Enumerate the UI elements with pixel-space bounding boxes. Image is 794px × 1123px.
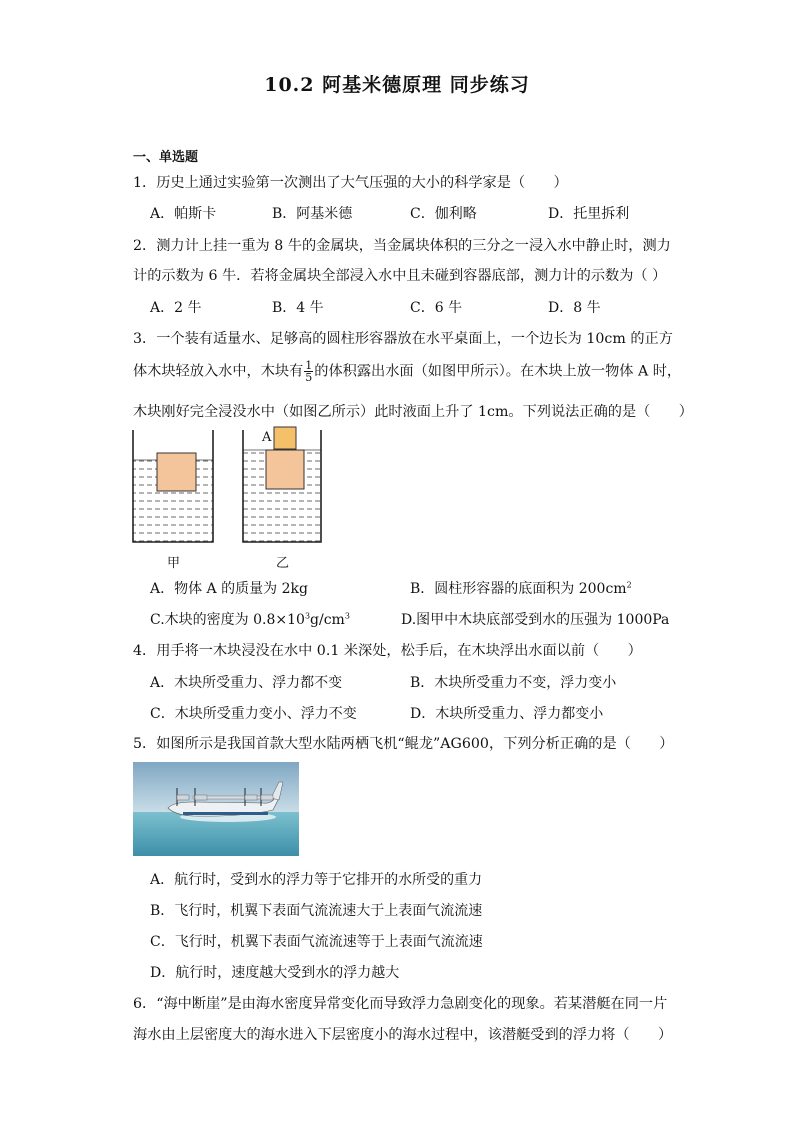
q1-stem: 1．历史上通过实验第一次测出了大气压强的大小的科学家是（ ） xyxy=(133,175,568,191)
q3-option-b xyxy=(410,578,632,598)
q3-stem-line2 xyxy=(133,360,681,383)
figure-caption-yi: 乙 xyxy=(276,556,290,571)
wood-block-yi xyxy=(266,450,304,489)
q5-option-b: B．飞行时，机翼下表面气流流速大于上表面气流流速 xyxy=(150,903,483,919)
container-yi xyxy=(243,427,321,542)
fraction-denominator: 5 xyxy=(305,371,313,384)
q3-stem-line3: 木块刚好完全浸没水中（如图乙所示）此时液面上升了 1cm。下列说法正确的是（ ） xyxy=(133,404,693,420)
q1-option-c: C．伽利略 xyxy=(410,206,477,222)
q1-option-d: D．托里拆利 xyxy=(548,206,630,222)
q4-option-b: B．木块所受重力不变，浮力变小 xyxy=(410,675,617,691)
object-a-label: A xyxy=(262,430,272,445)
q3-option-c-sup2: 3 xyxy=(344,611,350,621)
q5-stem: 5．如图所示是我国首款大型水陆两栖飞机“鲲龙”AG600，下列分析正确的是（ ） xyxy=(133,736,674,752)
q2-option-b: B．4 牛 xyxy=(272,300,324,316)
q3-option-c xyxy=(150,609,350,629)
q1-option-a: A．帕斯卡 xyxy=(150,206,217,222)
q2-option-d: D．8 牛 xyxy=(548,300,601,316)
seaplane-photo xyxy=(133,762,299,856)
q4-option-c: C．木块所受重力变小、浮力不变 xyxy=(150,706,357,722)
q2-stem-line1: 2．测力计上挂一重为 8 牛的金属块，当金属块体积的三分之一浸入水中静止时，测力 xyxy=(133,238,671,254)
q2-stem-line2: 计的示数为 6 牛．若将金属块全部浸入水中且未碰到容器底部，测力计的示数为（ ） xyxy=(133,268,667,284)
q4-option-a: A．木块所受重力、浮力都不变 xyxy=(150,675,343,691)
q4-option-d: D．木块所受重力、浮力都变小 xyxy=(410,706,604,722)
fraction-numerator: 1 xyxy=(305,359,313,372)
q4-stem: 4．用手将一木块浸没在水中 0.1 米深处，松手后，在木块浮出水面以前（ ） xyxy=(133,643,642,659)
q3-stem-line2-part1: 体木块轻放入水中，木块有 xyxy=(133,363,304,380)
q5-option-a: A．航行时，受到水的浮力等于它排开的水所受的重力 xyxy=(150,872,483,888)
section-heading: 一、单选题 xyxy=(133,150,199,165)
q6-stem-line2: 海水由上层密度大的海水进入下层密度小的海水过程中，该潜艇受到的浮力将（ ） xyxy=(133,1027,673,1043)
q3-stem-line2-part2: 的体积露出水面（如图甲所示）。在木块上放一物体 A 时， xyxy=(314,363,682,380)
q3-option-d: D.图甲中木块底部受到水的压强为 1000Pa xyxy=(401,612,670,628)
q5-option-d: D．航行时，速度越大受到水的浮力越大 xyxy=(150,965,400,981)
object-a xyxy=(274,427,296,449)
figure-caption-jia: 甲 xyxy=(167,556,181,571)
q3-stem-line1: 3．一个装有适量水、足够高的圆柱形容器放在水平桌面上，一个边长为 10cm 的正方 xyxy=(133,331,673,347)
q6-stem-line1: 6．“海中断崖”是由海水密度异常变化而导致浮力急剧变化的现象。若某潜艇在同一片 xyxy=(133,996,668,1012)
seaplane-image xyxy=(133,762,299,856)
q3-container-figure xyxy=(130,425,330,547)
q3-option-a: A．物体 A 的质量为 2kg xyxy=(150,581,308,597)
page-title: 10.2 阿基米德原理 同步练习 xyxy=(264,74,530,96)
container-jia xyxy=(133,430,213,542)
q3-option-b-sup: 2 xyxy=(626,580,632,590)
q5-option-c: C．飞行时，机翼下表面气流流速等于上表面气流流速 xyxy=(150,934,483,950)
q2-option-c: C．6 牛 xyxy=(410,300,463,316)
q2-option-a: A．2 牛 xyxy=(150,300,202,316)
q3-option-c-sup1: 3 xyxy=(304,611,311,621)
q3-option-b-text: B．圆柱形容器的底面积为 200cm xyxy=(410,581,627,597)
fraction xyxy=(304,360,313,383)
q3-option-c-text1: C.木块的密度为 0.8×10 xyxy=(150,612,305,628)
q3-option-c-text2: g/cm xyxy=(310,612,345,628)
q1-option-b: B．阿基米德 xyxy=(272,206,353,222)
wood-block-jia xyxy=(157,453,196,491)
